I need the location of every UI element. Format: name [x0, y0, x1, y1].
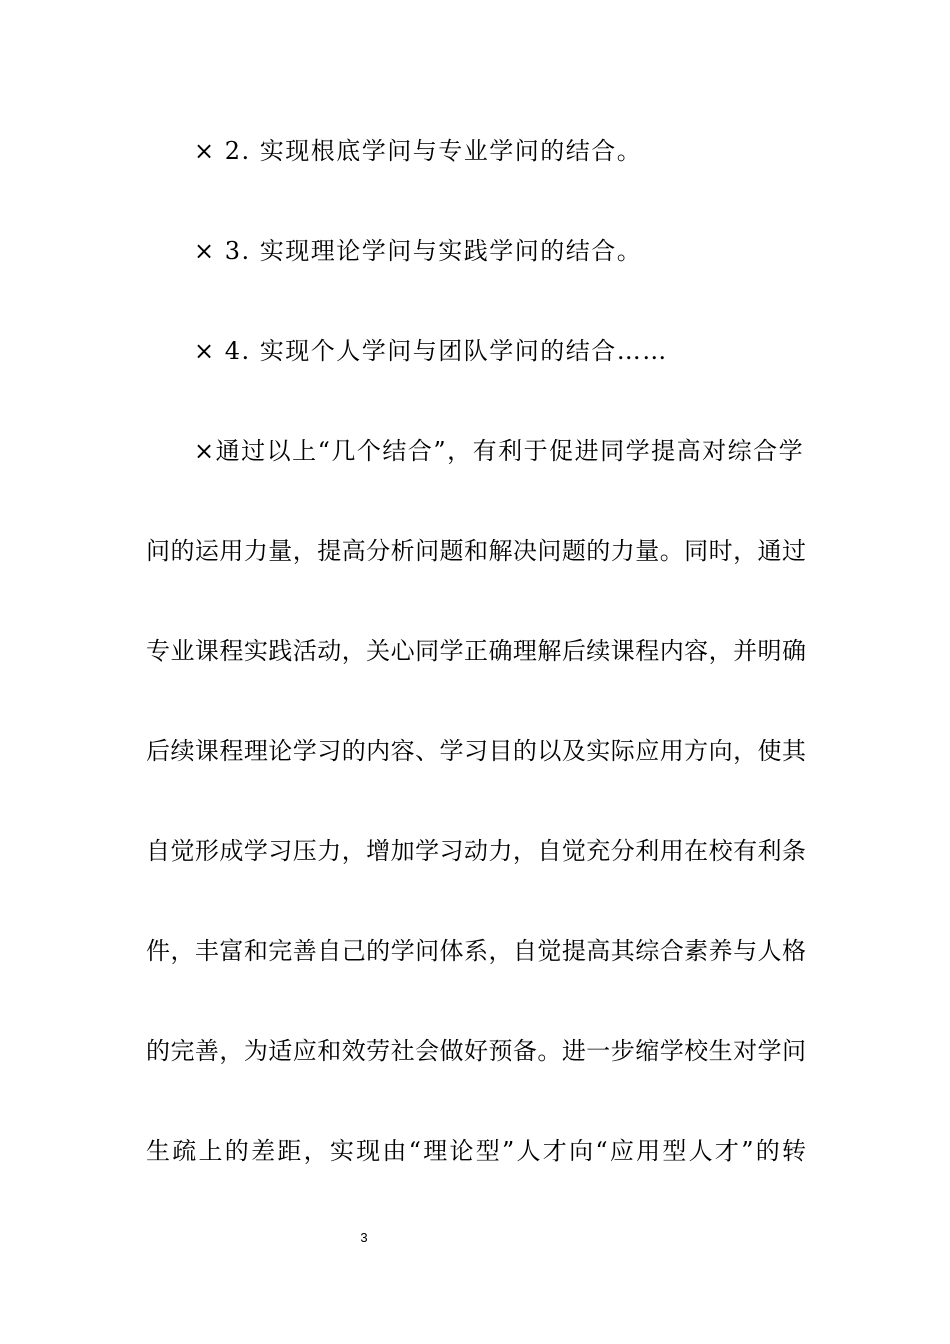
paragraph-line-1: ×通过以上“几个结合”，有利于促进同学提高对综合学 — [194, 437, 805, 465]
paragraph-line-6: 件，丰富和完善自己的学问体系，自觉提高其综合素养与人格 — [146, 937, 806, 965]
paragraph-line-5: 自觉形成学习压力，增加学习动力，自觉充分利用在校有利条 — [146, 837, 806, 865]
list-item-4: × 4. 实现个人学问与团队学问的结合…… — [194, 337, 668, 365]
paragraph-line-4: 后续课程理论学习的内容、学习目的以及实际应用方向，使其 — [146, 737, 806, 765]
paragraph-line-3: 专业课程实践活动，关心同学正确理解后续课程内容，并明确 — [146, 637, 806, 665]
paragraph-line-2: 问的运用力量，提高分析问题和解决问题的力量。同时，通过 — [146, 537, 806, 565]
paragraph-line-8: 生疏上的差距，实现由“理论型”人才向“应用型人才”的转 — [146, 1137, 806, 1165]
list-item-3: × 3. 实现理论学问与实践学问的结合。 — [194, 237, 643, 265]
paragraph-line-7: 的完善，为适应和效劳社会做好预备。进一步缩学校生对学问 — [146, 1037, 806, 1065]
list-item-2: × 2. 实现根底学问与专业学问的结合。 — [194, 137, 643, 165]
page-number: 3 — [360, 1230, 368, 1245]
